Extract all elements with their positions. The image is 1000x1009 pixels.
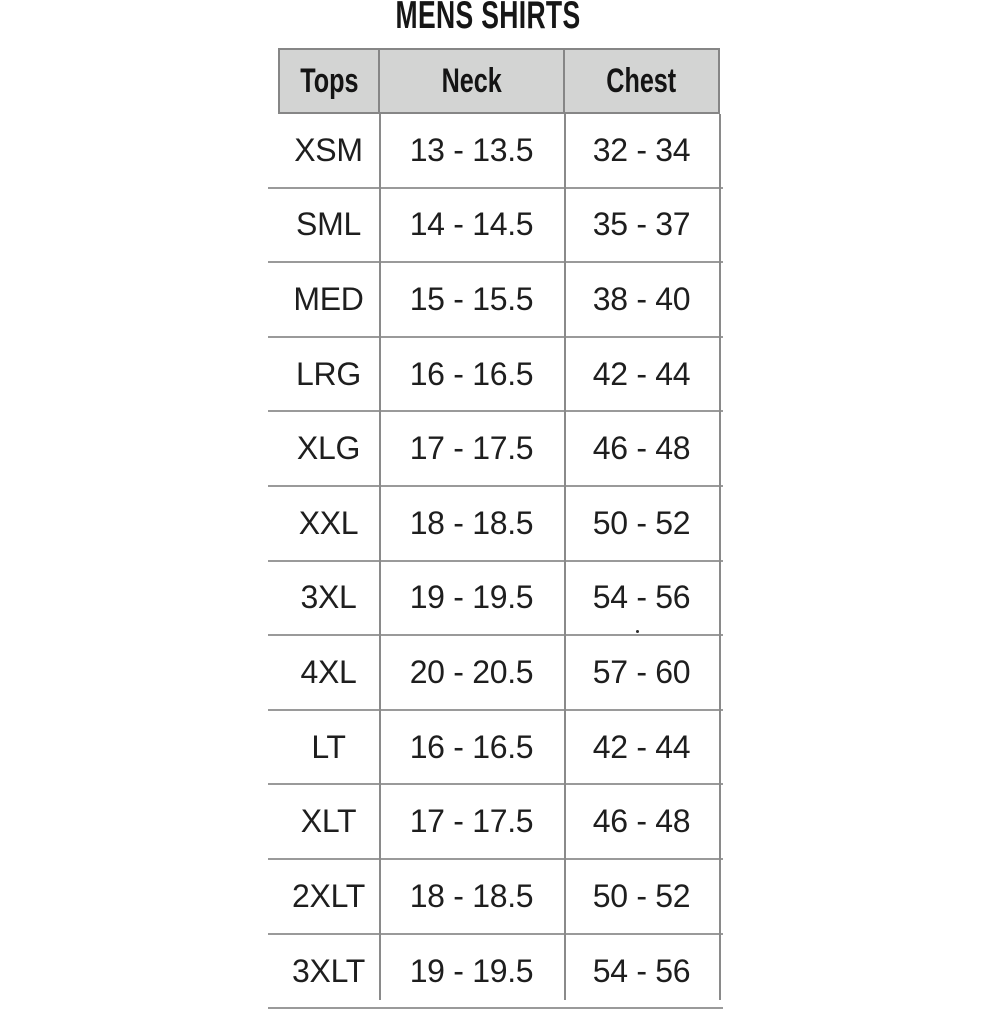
table-row [268, 785, 723, 860]
page-title-text: MENS SHIRTS [395, 0, 581, 37]
table-row [268, 562, 723, 637]
neck-cell: 16 - 16.5 [409, 355, 534, 392]
table-row [268, 935, 723, 1009]
chest-cell: 42 - 44 [592, 728, 691, 765]
column-divider-1 [379, 114, 381, 1000]
chest-cell: 46 - 48 [592, 430, 691, 467]
table-header-row [278, 48, 720, 114]
neck-cell: 15 - 15.5 [409, 281, 534, 318]
table-row [268, 338, 723, 413]
neck-cell: 17 - 17.5 [409, 803, 534, 840]
size-cell: XLG [296, 430, 361, 467]
chest-cell: 32 - 34 [592, 131, 691, 168]
table-row [268, 263, 723, 338]
neck-cell: 20 - 20.5 [409, 654, 534, 691]
chest-cell: 46 - 48 [592, 803, 691, 840]
size-cell: 3XLT [292, 952, 365, 989]
chest-cell: 35 - 37 [592, 206, 691, 243]
column-header-tops [280, 50, 380, 112]
neck-cell: 14 - 14.5 [409, 206, 534, 243]
column-header-chest [565, 50, 718, 112]
column-header-tops-label: Tops [299, 61, 359, 100]
page-title [268, 0, 708, 37]
column-header-chest-label: Chest [606, 61, 677, 100]
neck-cell: 19 - 19.5 [409, 579, 534, 616]
column-header-neck [380, 50, 565, 112]
table-row [268, 487, 723, 562]
chest-cell: 54 - 56 [592, 952, 691, 989]
chest-cell: 50 - 52 [592, 504, 691, 541]
table-row [268, 860, 723, 935]
neck-cell: 17 - 17.5 [409, 430, 534, 467]
chest-cell: 50 - 52 [592, 877, 691, 914]
size-cell: 4XL [300, 654, 357, 691]
neck-cell: 18 - 18.5 [409, 504, 534, 541]
size-cell: 2XLT [292, 877, 365, 914]
size-cell: 3XL [300, 579, 357, 616]
size-cell: SML [296, 206, 361, 243]
neck-cell: 19 - 19.5 [409, 952, 534, 989]
chest-cell: 38 - 40 [592, 281, 691, 318]
table-row [268, 189, 723, 264]
table-row [268, 636, 723, 711]
size-cell: MED [293, 281, 364, 318]
size-cell: XSM [294, 131, 363, 168]
column-divider-2 [564, 114, 566, 1000]
neck-cell: 16 - 16.5 [409, 728, 534, 765]
chest-cell: 42 - 44 [592, 355, 691, 392]
table-right-border [719, 114, 721, 1000]
table-body [268, 114, 723, 1000]
size-cell: XLT [300, 803, 357, 840]
size-cell: LT [311, 728, 346, 765]
stray-dot-artifact [636, 630, 639, 633]
chest-cell: 57 - 60 [592, 654, 691, 691]
chest-cell: 54 - 56 [592, 579, 691, 616]
table-row [268, 412, 723, 487]
neck-cell: 13 - 13.5 [409, 131, 534, 168]
size-cell: XXL [298, 504, 359, 541]
table-row [268, 711, 723, 786]
size-cell: LRG [296, 355, 361, 392]
neck-cell: 18 - 18.5 [409, 877, 534, 914]
table-row [268, 114, 723, 189]
column-header-neck-label: Neck [441, 61, 502, 100]
